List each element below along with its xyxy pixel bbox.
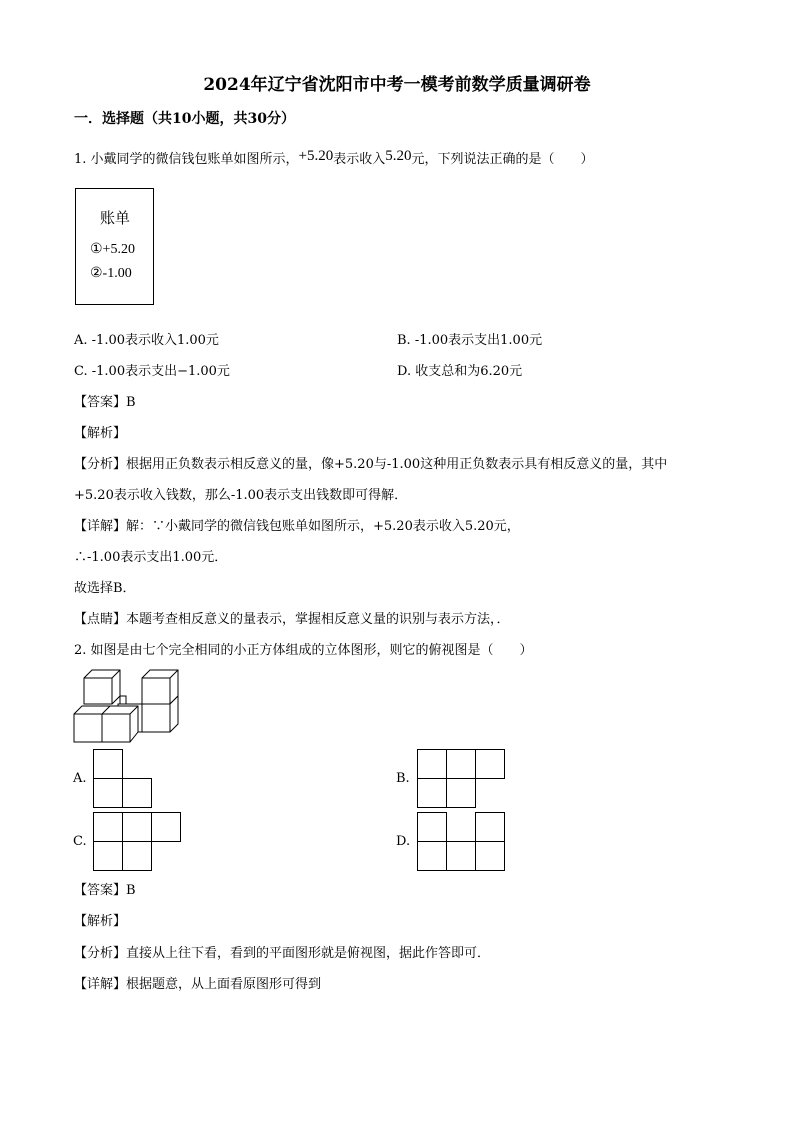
q2-xiangjie-text: 根据题意，从上面看原图形可得到 bbox=[126, 977, 322, 992]
q1-xiangjie-text1: 解：∵小戴同学的微信钱包账单如图所示，+5.20表示收入5.20元， bbox=[126, 519, 520, 534]
option-c-cell bbox=[123, 813, 152, 842]
q1-stem bbox=[74, 148, 594, 167]
option-b-cell bbox=[418, 750, 447, 779]
q2-option-a-label: A. bbox=[73, 771, 87, 786]
q2-fenxi-label: 【分析】 bbox=[74, 946, 127, 961]
q1-xiangjie-label: 【详解】 bbox=[74, 519, 127, 534]
q2-option-c-figure bbox=[93, 812, 183, 872]
q1-fenxi-line2: +5.20表示收入钱数，那么-1.00表示支出钱数即可得解． bbox=[74, 488, 408, 503]
q2-option-d-figure bbox=[417, 812, 507, 872]
option-b-cell bbox=[447, 779, 476, 808]
q1-xiangjie-line3: 故选择B． bbox=[74, 581, 136, 596]
q1-stem-part-a: 1. 小戴同学的微信钱包账单如图所示， bbox=[74, 152, 299, 167]
q2-answer-value: B bbox=[126, 883, 136, 898]
cube-middle-back bbox=[120, 696, 126, 704]
q2-xiangjie-label: 【详解】 bbox=[74, 977, 127, 992]
option-c-cell bbox=[152, 813, 181, 842]
q2-fenxi-text: 直接从上往下看，看到的平面图形就是俯视图，据此作答即可． bbox=[126, 946, 491, 961]
q1-stem-part-b: 表示收入 bbox=[333, 152, 386, 167]
q1-analysis-label: 【解析】 bbox=[74, 426, 127, 441]
q2-analysis-label: 【解析】 bbox=[74, 914, 127, 929]
q2-option-b-label: B. bbox=[396, 771, 410, 786]
q1-option-d: D. 收支总和为6.20元 bbox=[397, 364, 523, 379]
q1-answer-value: B bbox=[126, 395, 136, 410]
q1-dianjing-text: 本题考查相反意义的量表示，掌握相反意义量的识别与表示方法，． bbox=[126, 612, 510, 627]
option-d-cell bbox=[418, 842, 447, 871]
option-a-cell bbox=[123, 779, 152, 808]
bill-figure bbox=[75, 188, 154, 305]
option-b-cell bbox=[476, 750, 505, 779]
option-a-cell bbox=[94, 779, 123, 808]
option-d-cell bbox=[447, 842, 476, 871]
q1-dianjing-label: 【点睛】 bbox=[74, 612, 127, 627]
option-c-cell bbox=[123, 842, 152, 871]
option-d-cell bbox=[476, 842, 505, 871]
option-d-cell bbox=[476, 813, 505, 842]
option-c-cell bbox=[94, 842, 123, 871]
q1-math-amount: 5.20 bbox=[385, 148, 412, 164]
option-b-cell bbox=[418, 779, 447, 808]
q2-option-d-label: D. bbox=[396, 834, 411, 849]
bill-title: 账单 bbox=[100, 209, 131, 227]
q1-math-plus: +5.20 bbox=[298, 148, 334, 164]
q2-option-b-figure bbox=[417, 749, 507, 809]
q1-option-c: C. -1.00表示支出−1.00元 bbox=[74, 364, 230, 379]
option-b-cell bbox=[447, 750, 476, 779]
section-heading: 一．选择题（共10小题，共30分） bbox=[74, 111, 295, 127]
q2-answer-label: 【答案】 bbox=[74, 883, 127, 898]
q1-answer bbox=[74, 391, 136, 410]
q1-option-a: A. -1.00表示收入1.00元 bbox=[74, 333, 219, 348]
bill-line-income: ①+5.20 bbox=[90, 242, 135, 257]
page-title: 2024年辽宁省沈阳市中考一模考前数学质量调研卷 bbox=[203, 75, 591, 95]
q2-option-c-label: C. bbox=[73, 834, 87, 849]
option-c-cell bbox=[94, 813, 123, 842]
q1-fenxi-line1 bbox=[74, 453, 667, 472]
q1-answer-label: 【答案】 bbox=[74, 395, 127, 410]
q2-xiangjie bbox=[74, 973, 321, 992]
q1-dianjing bbox=[74, 608, 510, 627]
cube-solid-figure bbox=[72, 668, 184, 744]
option-a-cell bbox=[94, 750, 123, 779]
q1-xiangjie-line2: ∴-1.00表示支出1.00元． bbox=[74, 550, 228, 565]
q1-fenxi-label: 【分析】 bbox=[74, 457, 127, 472]
bill-line-expense: ②-1.00 bbox=[90, 266, 132, 281]
q2-option-a-figure bbox=[93, 749, 153, 809]
q1-option-b: B. -1.00表示支出1.00元 bbox=[397, 333, 543, 348]
q2-answer bbox=[74, 879, 136, 898]
q1-fenxi-text1: 根据用正负数表示相反意义的量，像+5.20与-1.00这种用正负数表示具有相反意义的量，其中 bbox=[126, 457, 668, 472]
q2-stem: 2. 如图是由七个完全相同的小正方体组成的立体图形，则它的俯视图是（ ） bbox=[74, 643, 533, 658]
option-d-cell bbox=[418, 813, 447, 842]
q1-stem-part-c: 元，下列说法正确的是（ ） bbox=[411, 152, 594, 167]
q2-fenxi bbox=[74, 942, 490, 961]
q1-xiangjie-line1 bbox=[74, 515, 520, 534]
